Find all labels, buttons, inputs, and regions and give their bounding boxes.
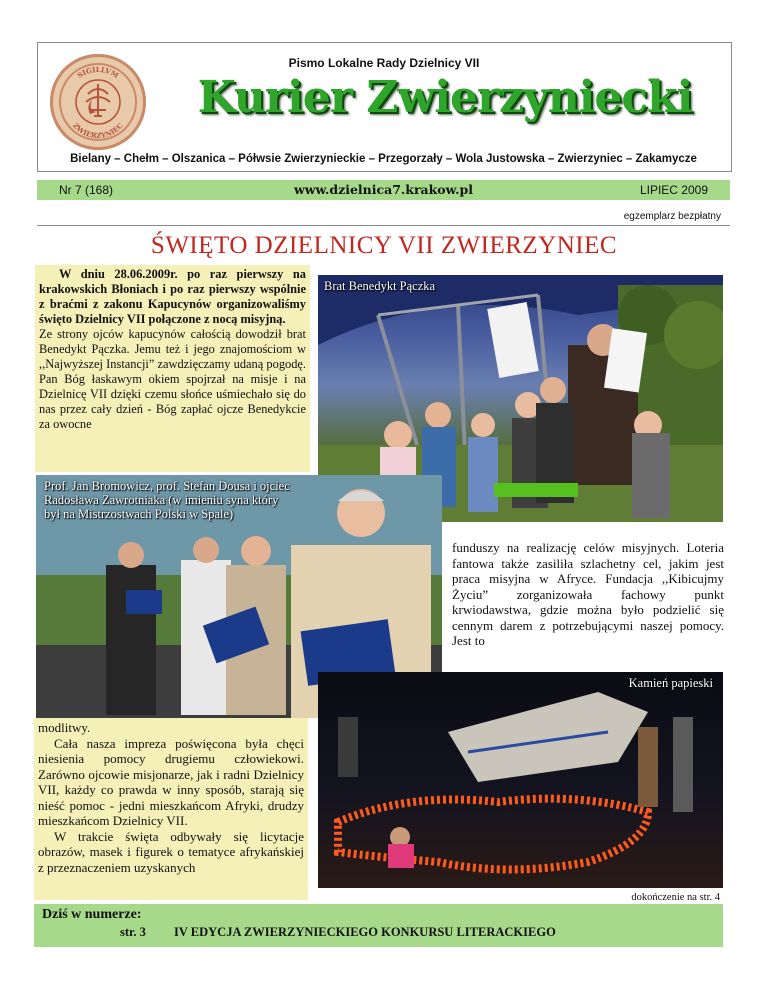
article-paragraph: funduszy na realizację celów misyjnych. Loteria fantowa także zasiliła szlachetny cel, jakim jest praca misyjna w Afryce. Fundacja ,,Kibicujmy Życiu” zorganizowała fachowy punkt krwiodawstwa, gdzie można było podzielić się cennym darem z potrzebującymi naszej pomocy. Jest to	[452, 540, 724, 648]
article-headline: ŚWIĘTO DZIELNICY VII ZWIERZYNIEC	[150, 232, 618, 259]
article-lead: W dniu 28.06.2009r. po raz pierwszy na krakowskich Błoniach i po raz pierwszy wspólnie z braćmi z zakonu Kapucynów organizowaliśmy święto Dzielnicy VII połączone z nocą misyjną.	[39, 267, 306, 326]
article-column	[452, 540, 724, 649]
issue-number: Nr 7 (168)	[59, 183, 114, 197]
continued-note: dokończenie na str. 4	[631, 892, 720, 903]
in-this-issue-page: str. 3	[120, 925, 146, 939]
newspaper-subtitle: Pismo Lokalne Rady Dzielnicy VII	[288, 56, 480, 70]
photo-caption: Brat Benedykt Pączka	[324, 279, 436, 293]
svg-text:SIGILLVM: SIGILLVM	[75, 64, 121, 80]
article-column	[38, 720, 304, 875]
article-paragraph: W trakcie święta odbywały się licytacje obrazów, masek i figurek o tematyce afrykańskiej z przeznaczeniem uzyskanych	[38, 828, 304, 875]
free-copy-note: egzemplarz bezpłatny	[623, 211, 721, 222]
photo-papal-stone	[318, 672, 723, 888]
article-paragraph: Ze strony ojców kapucynów całością dowodził brat Benedykt Pączka. Jemu też i jego znajomościom w ,,Najwyższej Instancji” zawdzięczamy udaną pogodę. Pan Bóg łaskawym okiem spojrzał na misje i na Dzielnicę VII dzięki czemu słońce uśmiechało się do nas przez cały dzień - Bóg zapłać ojcze Benedykcie za owocne	[39, 327, 306, 431]
svg-text:ZWIERZYNIEC: ZWIERZYNIEC	[71, 120, 125, 141]
website-link[interactable]: www.dzielnica7.krakow.pl	[294, 182, 473, 197]
newspaper-title: Kurier Zwierzyniecki	[197, 72, 693, 123]
article-paragraph: Cała nasza impreza poświęcona była chęci niesienia pomocy drugiemu człowiekowi. Zarówno ojcowie misjonarze, jak i radni Dzielnicy VII, każdy co prawda w inny sposób, starają się nieść pomoc - jedni mieszkańcom Afryki, drudzy mieszkańcom Dzielnicy VII.	[38, 735, 304, 828]
divider	[37, 225, 730, 226]
in-this-issue-box	[34, 904, 723, 947]
article-paragraph: modlitwy.	[38, 720, 91, 735]
districts-line: Bielany – Chełm – Olszanica – Półwsie Zwierzynieckie – Przegorzały – Wola Justowska – Zwierzyniec – Zakamycze	[70, 153, 697, 165]
photo-caption: Kamień papieski	[628, 676, 713, 690]
in-this-issue-item[interactable]: IV EDYCJA ZWIERZYNIECKIEGO KONKURSU LITERACKIEGO	[174, 925, 556, 939]
in-this-issue-label: Dziś w numerze:	[42, 907, 142, 922]
lead-box	[35, 265, 310, 472]
issue-date: LIPIEC 2009	[639, 183, 708, 197]
issue-info-bar	[37, 180, 730, 200]
photo-caption: Prof. Jan Bromowicz, prof. Stefan Dousa i ojciec Radosława Zawrotniaka (w imieniu syna który był na Mistrzostwach Polski w Spale)	[44, 479, 290, 521]
